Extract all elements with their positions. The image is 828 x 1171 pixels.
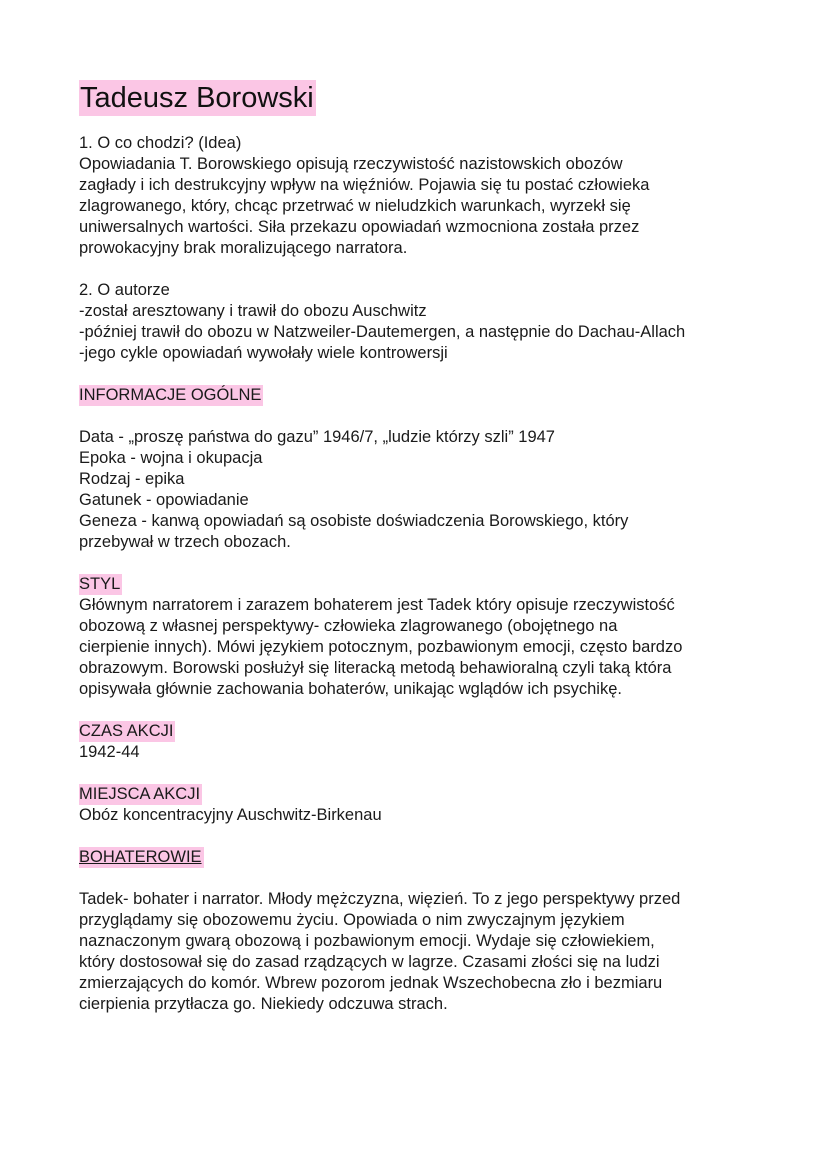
miejsca-heading-row: [79, 784, 769, 805]
czas-heading-row: [79, 721, 769, 742]
styl-heading: STYL: [79, 575, 121, 593]
bohaterowie-body: Tadek- bohater i narrator. Młody mężczyzna, więzień. To z jego perspektywy przed przyglądamy się obozowemu życiu. Opowiada o nim zwyczajnym językiem naznaczonym gwarą obozową i pozbawionym emocji. Wydaje się człowiekiem, który dostosował się do zasad rządzących w lagrze. Czasami złości się na ludzi zmierzających do komór. Wbrew pozorom jednak Wszechobecna zło i bezmiaru cierpienia przytłacza go. Niekiedy odczuwa strach.: [79, 890, 681, 1013]
spacer: [79, 763, 769, 784]
spacer: [79, 700, 769, 721]
miejsca-heading: MIEJSCA AKCJI: [79, 785, 201, 803]
section-idea-body: Opowiadania T. Borowskiego opisują rzeczywistość nazistowskich obozów zagłady i ich destrukcyjny wpływ na więźniów. Pojawia się tu postać człowieka zlagrowanego, który, chcąc przetrwać w nieludzkich warunkach, wyrzekł się uniwersalnych wartości. Siła przekazu opowiadań wzmocniona została przez prowokacyjny brak moralizującego narratora.: [79, 155, 650, 257]
document-page: [79, 80, 769, 1015]
section-idea-heading: 1. O co chodzi? (Idea): [79, 134, 242, 152]
spacer: [79, 868, 769, 889]
styl-heading-row: [79, 574, 769, 595]
section-author-body: -został aresztowany i trawił do obozu Auschwitz -później trawił do obozu w Natzweiler-Dautemergen, a następnie do Dachau-Allach -jego cykle opowiadań wywołały wiele kontrowersji: [79, 302, 686, 362]
spacer: [79, 826, 769, 847]
czas-body: 1942-44: [79, 743, 140, 761]
czas-heading: CZAS AKCJI: [79, 722, 174, 740]
section-author-heading: 2. O autorze: [79, 281, 170, 299]
info-heading-row: [79, 385, 769, 406]
spacer: [79, 553, 769, 574]
styl-body: Głównym narratorem i zarazem bohaterem jest Tadek który opisuje rzeczywistość obozową z własnej perspektywy- człowieka zlagrowanego (obojętnego na cierpienie innych). Mówi językiem potocznym, pozbawionym emocji, często bardzo obrazowym. Borowski posłużył się literacką metodą behawioralną czyli taką która opisywała głównie zachowania bohaterów, unikając wglądów ich psychikę.: [79, 596, 683, 698]
spacer: [79, 364, 769, 385]
bohaterowie-heading: BOHATEROWIE: [79, 848, 202, 866]
spacer: [79, 259, 769, 280]
info-heading: INFORMACJE OGÓLNE: [79, 386, 262, 404]
spacer: [79, 406, 769, 427]
miejsca-body: Obóz koncentracyjny Auschwitz-Birkenau: [79, 806, 382, 824]
document-title: Tadeusz Borowski: [80, 82, 314, 114]
bohaterowie-heading-row: [79, 847, 769, 868]
info-body: Data - „proszę państwa do gazu” 1946/7, „ludzie którzy szli” 1947 Epoka - wojna i okupacja Rodzaj - epika Gatunek - opowiadanie Geneza - kanwą opowiadań są osobiste doświadczenia Borowskiego, który przebywał w trzech obozach.: [79, 428, 629, 551]
title-block: [79, 80, 769, 116]
